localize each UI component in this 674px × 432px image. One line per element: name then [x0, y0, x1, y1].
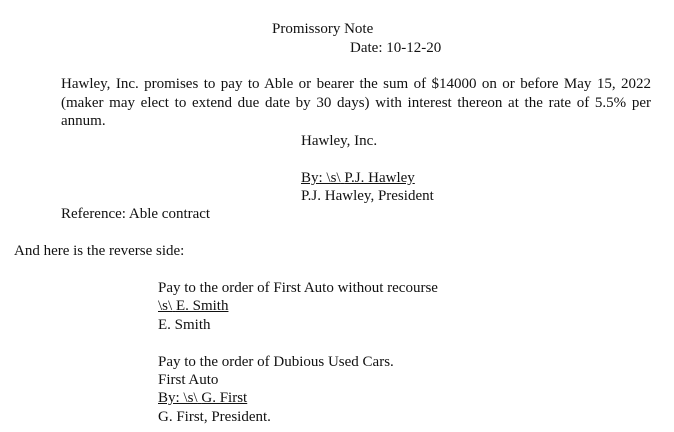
- maker-name: Hawley, Inc.: [301, 133, 378, 149]
- signature-prefix: By: \s\: [158, 390, 198, 406]
- endorsement-2-name: G. First, President.: [158, 409, 271, 425]
- endorsement-1-text: Pay to the order of First Auto without recourse: [158, 280, 438, 296]
- endorsement-2-text: Pay to the order of Dubious Used Cars.: [158, 354, 394, 370]
- maker-signature-line: [301, 169, 415, 187]
- document-title: Promissory Note: [272, 21, 374, 37]
- endorsement-1-signature: [158, 297, 228, 315]
- signature-prefix: By: \s\: [301, 170, 341, 186]
- endorsement-2-entity: First Auto: [158, 372, 219, 388]
- signature-name: G. First: [201, 390, 248, 406]
- reference-line: Reference: Able contract: [61, 206, 211, 222]
- transition-text: And here is the reverse side:: [14, 243, 185, 259]
- signer-title: P.J. Hawley, President: [301, 188, 434, 204]
- signature-prefix: \s\: [158, 298, 173, 314]
- note-body-paragraph: Hawley, Inc. promises to pay to Able or bearer the sum of $14000 on or before May 15, 2022 (maker may elect to extend due date by 30 days) with interest thereon at the rate of 5.5% per annum.: [61, 76, 651, 129]
- endorsement-1-name: E. Smith: [158, 317, 211, 333]
- endorsement-2-signature: [158, 389, 247, 407]
- note-date: Date: 10-12-20: [350, 40, 442, 56]
- signature-name: P.J. Hawley: [344, 170, 415, 186]
- signature-name: E. Smith: [175, 298, 229, 314]
